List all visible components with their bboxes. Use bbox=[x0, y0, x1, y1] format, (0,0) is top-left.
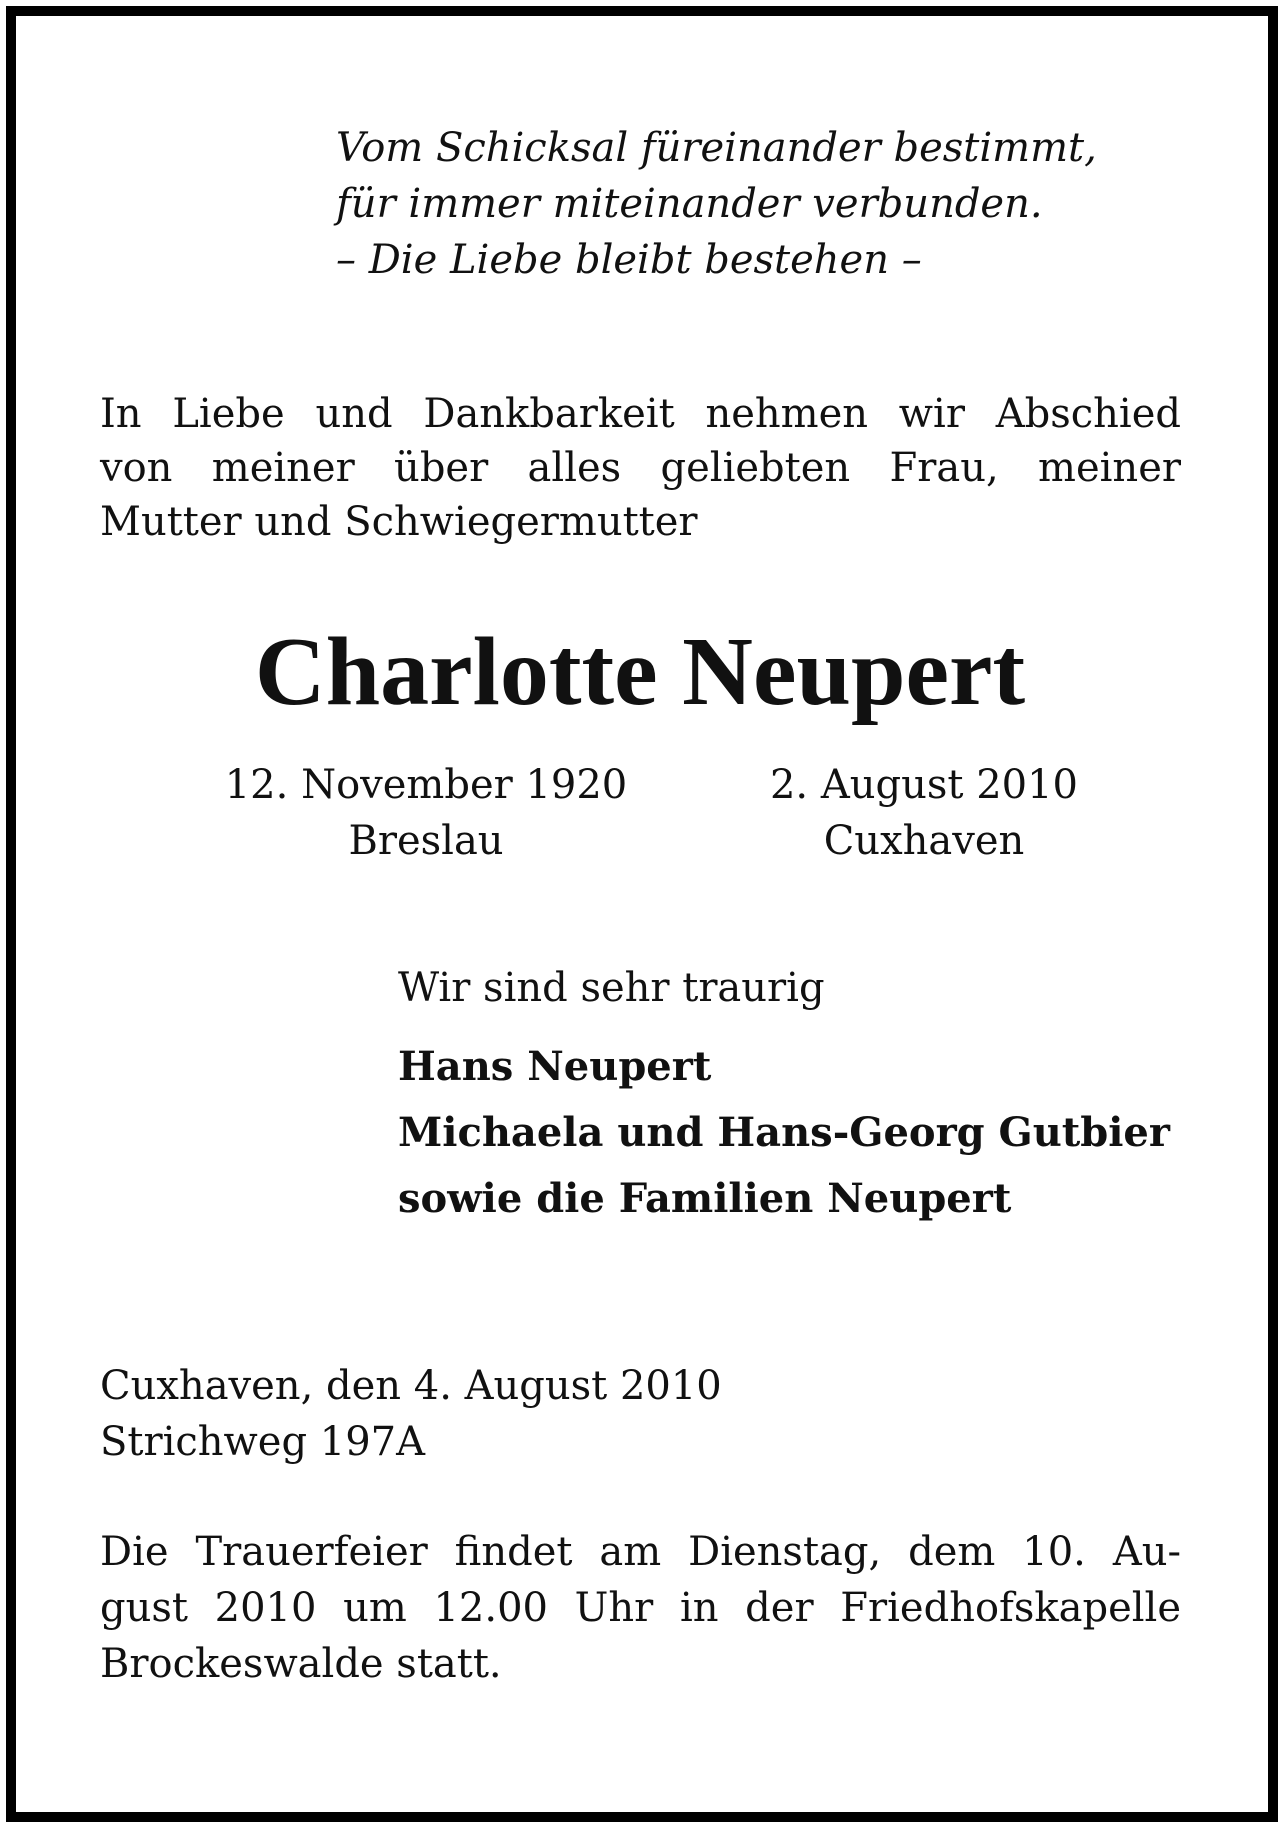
birth-place: Breslau bbox=[348, 818, 504, 864]
motto-line-3: – Die Liebe bleibt bestehen – bbox=[336, 237, 922, 283]
service-line-2: gust 2010 um 12.00 Uhr in der Friedhofskapelle bbox=[100, 1585, 1181, 1631]
address-line: Strichweg 197A bbox=[100, 1419, 426, 1465]
motto-line-2: für immer miteinander verbunden. bbox=[336, 181, 1043, 227]
death-place: Cuxhaven bbox=[823, 818, 1025, 864]
deceased-name: Charlotte Neupert bbox=[254, 618, 1026, 726]
motto-verse bbox=[336, 120, 1097, 288]
motto-line-1: Vom Schicksal füreinander bestimmt, bbox=[336, 125, 1097, 171]
mourner-name: sowie die Familien Neupert bbox=[398, 1175, 1012, 1222]
mourner-name: Michaela und Hans-Georg Gutbier bbox=[398, 1109, 1170, 1156]
death-info bbox=[709, 757, 1139, 869]
death-date: 2. August 2010 bbox=[769, 762, 1078, 808]
mourners-list bbox=[398, 1034, 1170, 1232]
place-date-line: Cuxhaven, den 4. August 2010 bbox=[100, 1363, 722, 1409]
funeral-service-notice bbox=[100, 1524, 1181, 1692]
farewell-line-1: In Liebe und Dankbarkeit nehmen wir Abschied bbox=[100, 391, 1181, 437]
birth-date: 12. November 1920 bbox=[224, 762, 628, 808]
mourners-intro: Wir sind sehr traurig bbox=[398, 965, 825, 1011]
farewell-line-3: Mutter und Schwiegermutter bbox=[100, 499, 698, 545]
service-line-1: Die Trauerfeier findet am Dienstag, dem 10. Au- bbox=[100, 1529, 1181, 1575]
mourner-name: Hans Neupert bbox=[398, 1043, 712, 1090]
farewell-line-2: von meiner über alles geliebten Frau, meiner bbox=[100, 445, 1181, 491]
birth-info bbox=[211, 757, 641, 869]
place-and-date bbox=[100, 1358, 722, 1470]
farewell-text bbox=[100, 387, 1181, 549]
service-line-3: Brockeswalde statt. bbox=[100, 1641, 502, 1687]
